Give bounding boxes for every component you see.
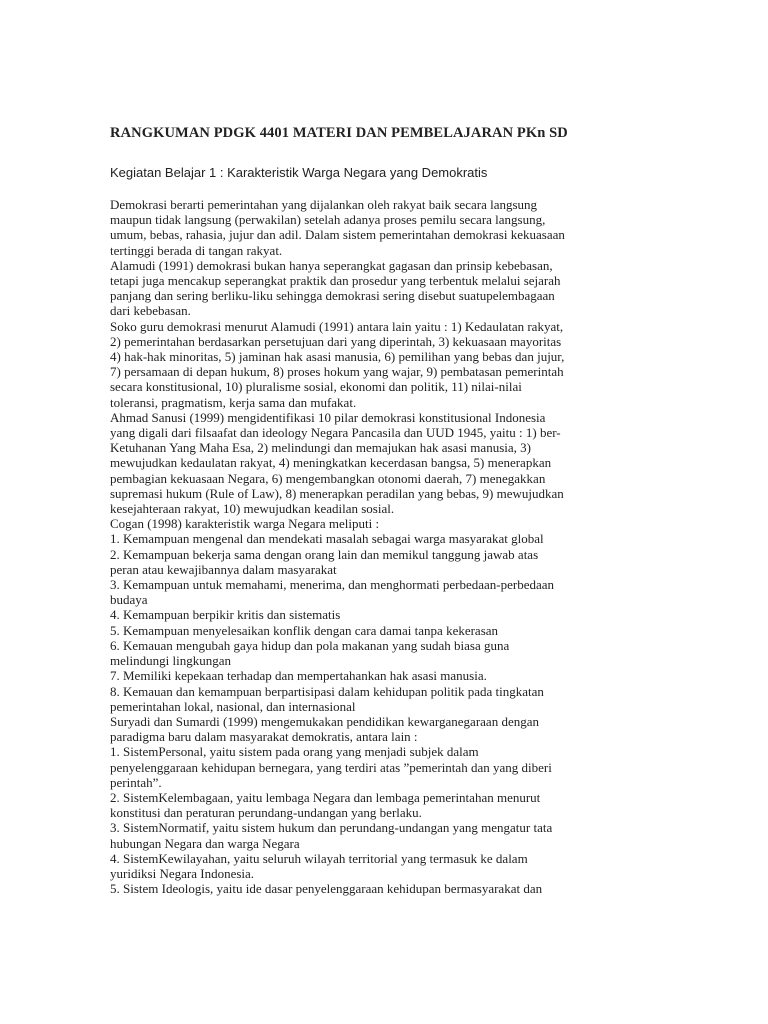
text-line: Ahmad Sanusi (1999) mengidentifikasi 10 pilar demokrasi konstitusional Indonesia <box>110 409 546 425</box>
text-line: penyelenggaraan kehidupan bernegara, yang terdiri atas ”pemerintah dan yang diberi <box>110 759 552 775</box>
text-line: Ketuhanan Yang Maha Esa, 2) melindungi dan memajukan hak asasi manusia, 3) <box>110 440 531 456</box>
text-line: 3. SistemNormatif, yaitu sistem hukum dan perundang-undangan yang mengatur tata <box>110 820 553 836</box>
text-line: supremasi hukum (Rule of Law), 8) menerapkan peradilan yang bebas, 9) mewujudkan <box>110 485 564 501</box>
text-line: hubungan Negara dan warga Negara <box>110 835 300 851</box>
text-line: 7. Memiliki kepekaan terhadap dan mempertahankan hak asasi manusia. <box>110 668 487 684</box>
text-line: 5. Kemampuan menyelesaikan konflik dengan cara damai tanpa kekerasan <box>110 622 499 638</box>
text-line: 1. SistemPersonal, yaitu sistem pada orang yang menjadi subjek dalam <box>110 744 479 760</box>
text-line: 4. SistemKewilayahan, yaitu seluruh wilayah territorial yang termasuk ke dalam <box>110 850 528 866</box>
text-line: peran atau kewajibannya dalam masyarakat <box>110 561 337 577</box>
text-line: 4) hak-hak minoritas, 5) jaminan hak asasi manusia, 6) pemilihan yang bebas dan jujur, <box>110 349 565 365</box>
text-line: secara konstitusional, 10) pluralisme sosial, ekonomi dan politik, 11) nilai-nilai <box>110 379 522 395</box>
text-line: Cogan (1998) karakteristik warga Negara meliputi : <box>110 516 380 532</box>
text-line: yuridiksi Negara Indonesia. <box>110 865 255 881</box>
text-line: pembagian kekuasaan Negara, 6) mengembangkan otonomi daerah, 7) menegakkan <box>110 470 546 486</box>
text-line: budaya <box>110 592 148 608</box>
document-title: RANGKUMAN PDGK 4401 MATERI DAN PEMBELAJARAN PKn SD <box>110 125 568 141</box>
text-line: toleransi, pragmatism, kerja sama dan mufakat. <box>110 394 357 410</box>
text-line: konstitusi dan peraturan perundang-undangan yang berlaku. <box>110 805 422 821</box>
text-line: 3. Kemampuan untuk memahami, menerima, dan menghormati perbedaan-perbedaan <box>110 577 554 593</box>
text-line: Alamudi (1991) demokrasi bukan hanya seperangkat gagasan dan prinsip kebebasan, <box>110 257 553 273</box>
text-line: pemerintahan lokal, nasional, dan internasional <box>110 698 356 714</box>
text-line: 5. Sistem Ideologis, yaitu ide dasar penyelenggaraan kehidupan bermasyarakat dan <box>110 881 543 897</box>
text-line: tetapi juga mencakup seperangkat praktik dan prosedur yang terbentuk melalui sejarah <box>110 273 561 289</box>
text-line: Demokrasi berarti pemerintahan yang dijalankan oleh rakyat baik secara langsung <box>110 197 538 212</box>
text-line: 7) persamaan di depan hukum, 8) proses hokum yang wajar, 9) pembatasan pemerintah <box>110 364 564 380</box>
text-line: tertinggi berada di tangan rakyat. <box>110 242 283 258</box>
text-line: perintah”. <box>110 774 162 790</box>
text-line: Suryadi dan Sumardi (1999) mengemukakan pendidikan kewarganegaraan dengan <box>110 713 539 729</box>
text-line: 6. Kemauan mengubah gaya hidup dan pola makanan yang sudah biasa guna <box>110 637 510 653</box>
text-line: paradigma baru dalam masyarakat demokratis, antara lain : <box>110 729 418 745</box>
text-line: umum, bebas, rahasia, jujur dan adil. Dalam sistem pemerintahan demokrasi kekuasaan <box>110 227 565 243</box>
text-line: 4. Kemampuan berpikir kritis dan sistematis <box>110 607 341 623</box>
text-line: Soko guru demokrasi menurut Alamudi (1991) antara lain yaitu : 1) Kedaulatan rakyat, <box>110 318 564 334</box>
text-line: melindungi lingkungan <box>110 653 231 669</box>
section-subtitle: Kegiatan Belajar 1 : Karakteristik Warga Negara yang Demokratis <box>110 165 488 180</box>
text-line: 8. Kemauan dan kemampuan berpartisipasi dalam kehidupan politik pada tingkatan <box>110 683 544 699</box>
text-line: dari kebebasan. <box>110 303 191 319</box>
text-line: 2) pemerintahan berdasarkan persetujuan dari yang diperintah, 3) kekuasaan mayoritas <box>110 333 562 349</box>
text-line: panjang dan sering berliku-liku sehingga demokrasi sering disebut suatupelembagaan <box>110 288 555 304</box>
text-line: 1. Kemampuan mengenal dan mendekati masalah sebagai warga masyarakat global <box>110 531 544 547</box>
text-line: 2. Kemampuan bekerja sama dengan orang lain dan memikul tanggung jawab atas <box>110 546 539 562</box>
document-page <box>110 123 666 896</box>
document-body <box>110 197 666 896</box>
text-line: 2. SistemKelembagaan, yaitu lembaga Negara dan lembaga pemerintahan menurut <box>110 789 541 805</box>
text-line: maupun tidak langsung (perwakilan) setelah adanya proses pemilu secara langsung, <box>110 212 546 228</box>
text-line: mewujudkan kedaulatan rakyat, 4) meningkatkan kecerdasan bangsa, 5) menerapkan <box>110 455 552 471</box>
text-line: kesejahteraan rakyat, 10) mewujudkan keadilan sosial. <box>110 501 395 517</box>
text-line: yang digali dari filsaafat dan ideology Negara Pancasila dan UUD 1945, yaitu : 1) ber- <box>110 425 561 441</box>
